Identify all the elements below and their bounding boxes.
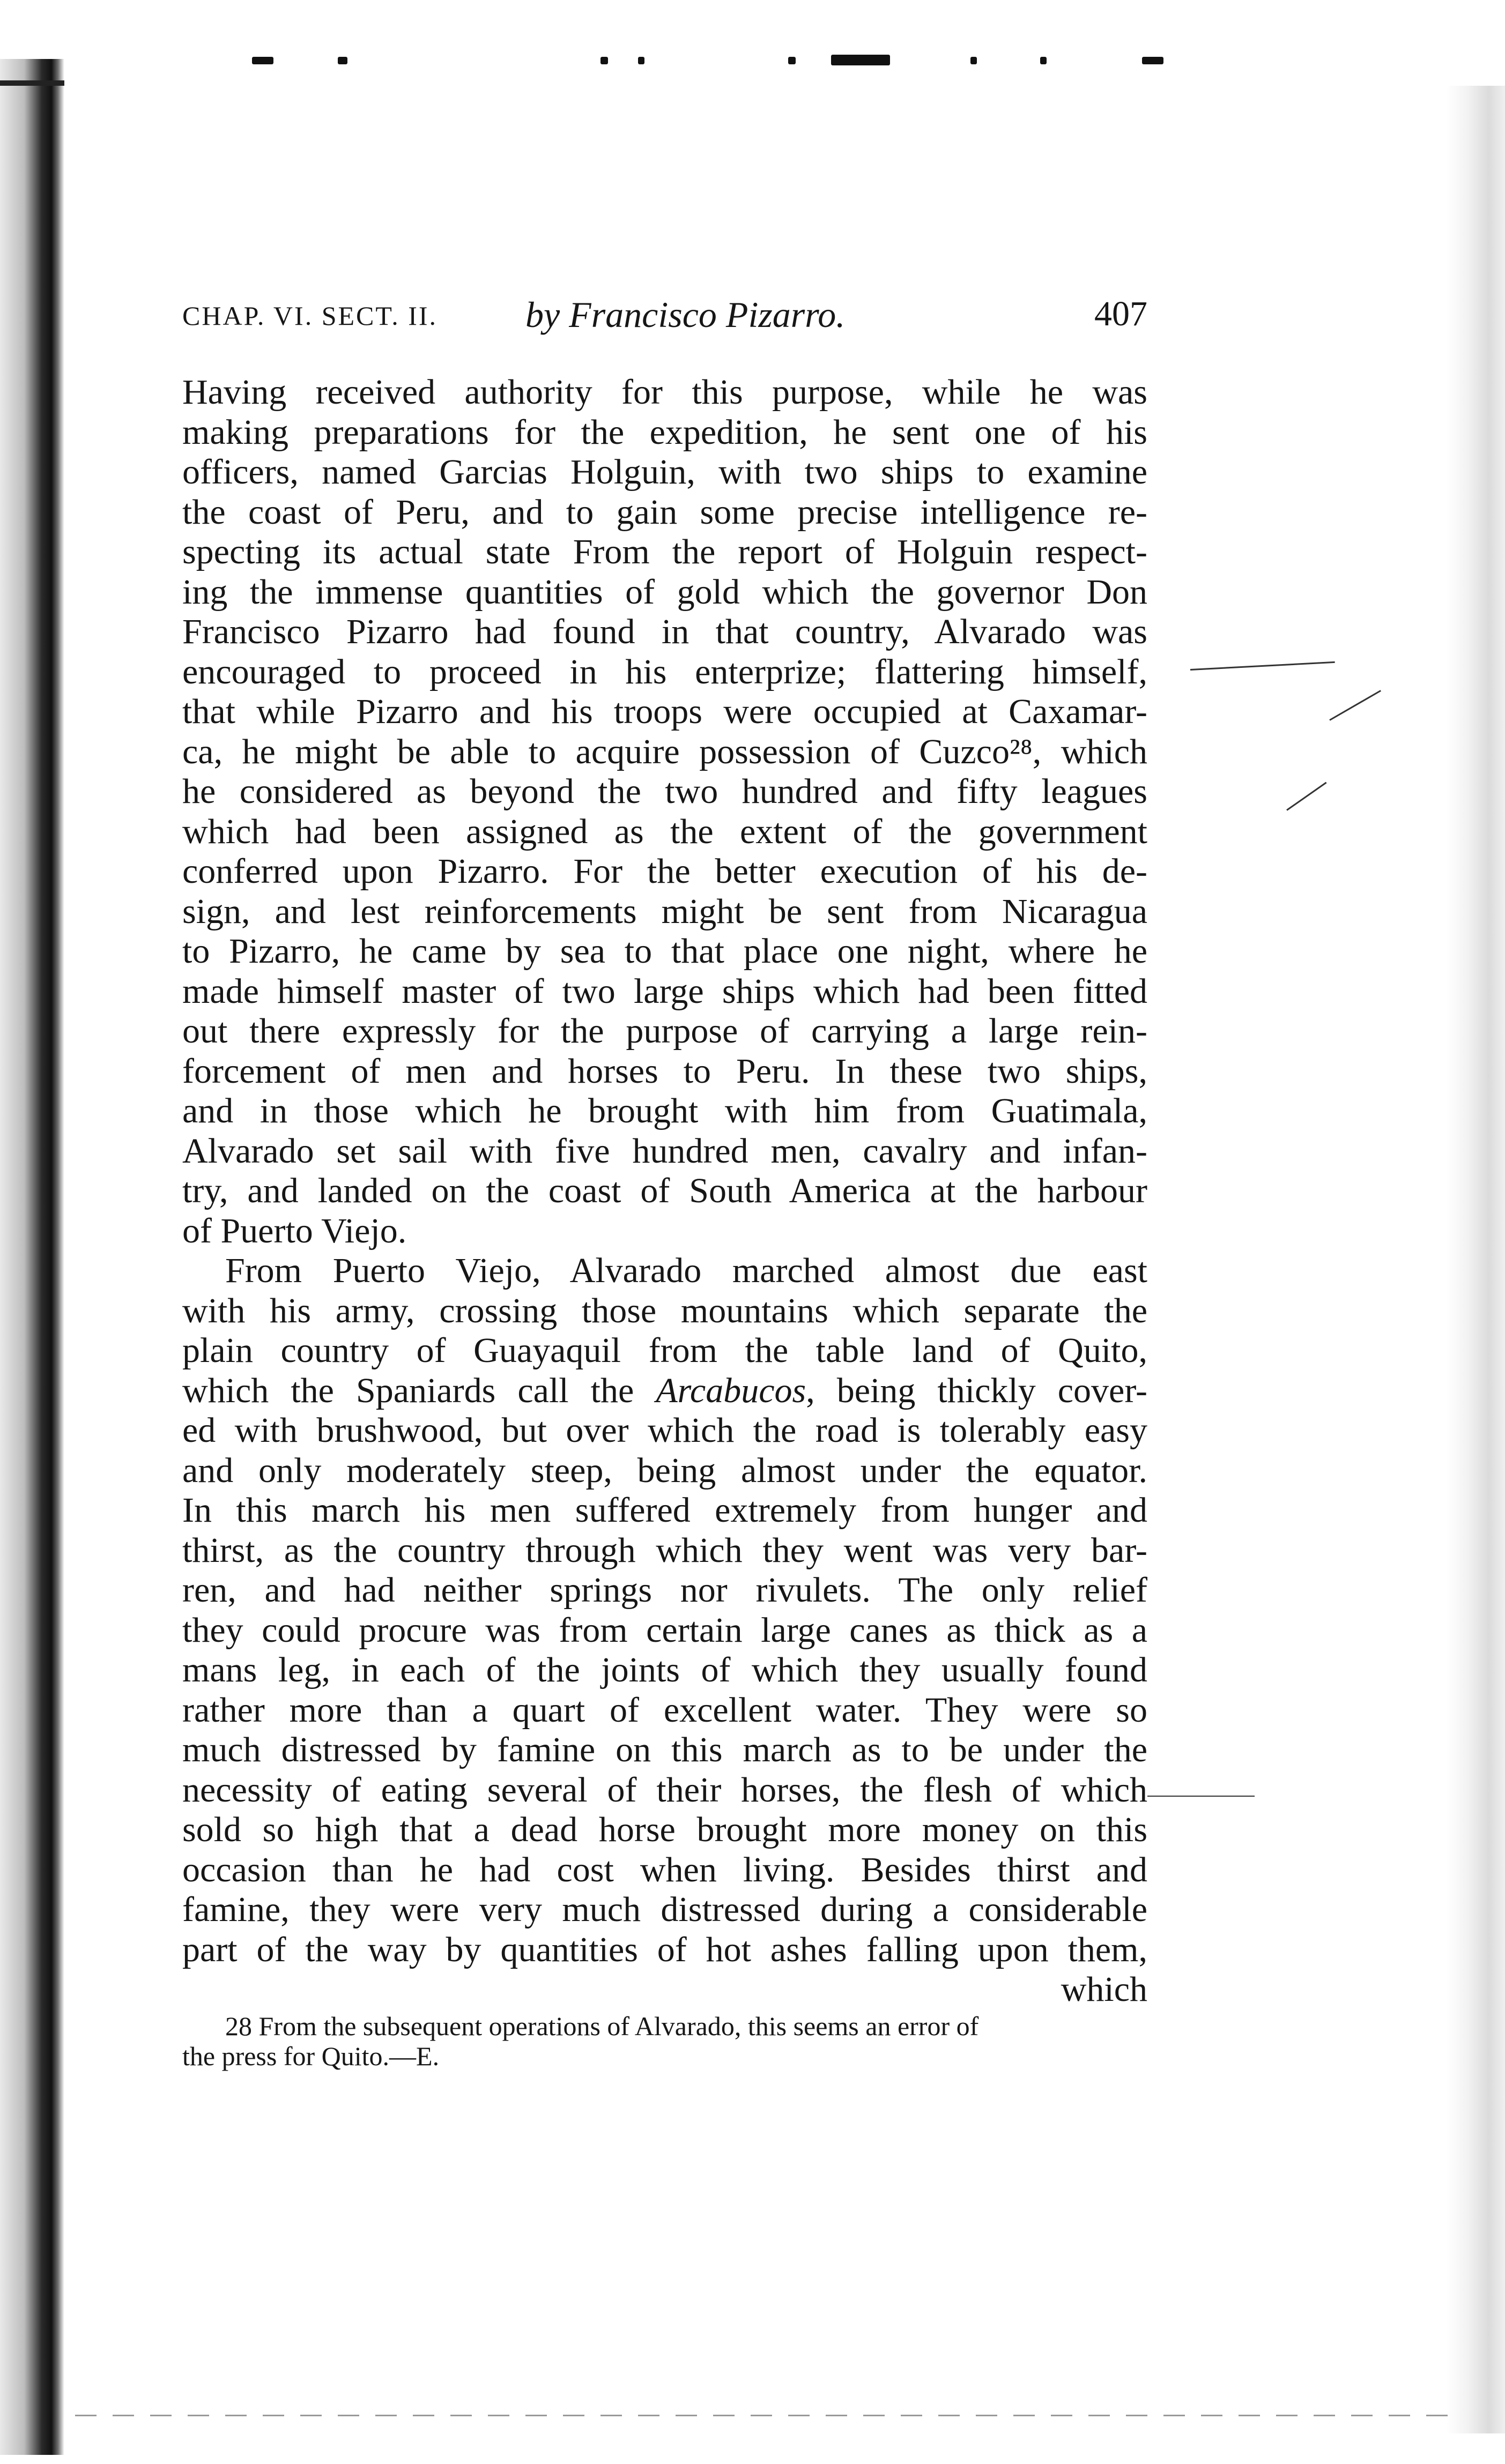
text-line: he considered as beyond the two hundred and fifty leagues xyxy=(182,772,1147,811)
running-head xyxy=(182,294,1147,342)
text-line: necessity of eating several of their horses, the flesh of which xyxy=(182,1770,1147,1810)
margin-pencil-mark xyxy=(1329,690,1381,721)
text-line: ing the immense quantities of gold which the governor Don xyxy=(182,572,1147,612)
margin-pencil-mark xyxy=(1286,782,1326,811)
text-line: and in those which he brought with him from Guatimala, xyxy=(182,1091,1147,1130)
text-line: try, and landed on the coast of South America at the harbour xyxy=(182,1171,1147,1210)
text-line: which had been assigned as the extent of the government xyxy=(182,812,1147,851)
page-binding-shadow xyxy=(0,59,64,2455)
margin-pencil-mark xyxy=(1190,661,1335,671)
text-line: with his army, crossing those mountains which separate the xyxy=(182,1291,1147,1330)
chapter-section-heading: CHAP. VI. SECT. II. xyxy=(182,301,438,331)
body-text xyxy=(182,373,1147,2010)
text-line: thirst, as the country through which they went was very bar- xyxy=(182,1530,1147,1570)
page-right-edge xyxy=(1446,86,1505,2433)
text-line: the coast of Peru, and to gain some precise intelligence re- xyxy=(182,492,1147,532)
text-line: officers, named Garcias Holguin, with two ships to examine xyxy=(182,452,1147,492)
text-line: that while Pizarro and his troops were occupied at Caxamar- xyxy=(182,692,1147,731)
scan-specks xyxy=(252,54,1233,70)
catchword: which xyxy=(1061,1970,1147,2009)
text-line: mans leg, in each of the joints of which they usually found xyxy=(182,1650,1147,1689)
footnote xyxy=(182,2011,1147,2071)
text-line: In this march his men suffered extremely from hunger and xyxy=(182,1491,1147,1530)
text-line: occasion than he had cost when living. Besides thirst and xyxy=(182,1850,1147,1889)
footnote-line: 28 From the subsequent operations of Alvarado, this seems an error of xyxy=(225,2011,979,2041)
text-line: and only moderately steep, being almost under the equator. xyxy=(182,1450,1147,1490)
text-line: Francisco Pizarro had found in that country, Alvarado was xyxy=(182,612,1147,651)
page-number: 407 xyxy=(1094,294,1147,333)
text-line: sign, and lest reinforcements might be sent from Nicaragua xyxy=(182,891,1147,931)
text-line: to Pizarro, he came by sea to that place one night, where he xyxy=(182,932,1147,971)
text-line: plain country of Guayaquil from the table land of Quito, xyxy=(182,1331,1147,1370)
text-line: ed with brushwood, but over which the road is tolerably easy xyxy=(182,1411,1147,1450)
running-title: by Francisco Pizarro. xyxy=(525,294,846,335)
text-line: sold so high that a dead horse brought more money on this xyxy=(182,1810,1147,1849)
text-line: making preparations for the expedition, he sent one of his xyxy=(182,412,1147,452)
text-line: conferred upon Pizarro. For the better execution of his de- xyxy=(182,852,1147,891)
text-line: encouraged to proceed in his enterprize; flattering himself, xyxy=(182,652,1147,691)
text-line: famine, they were very much distressed during a considerable xyxy=(182,1890,1147,1929)
page-top-edge xyxy=(0,80,64,86)
page-bottom-edge xyxy=(75,2415,1448,2416)
text-line: which the Spaniards call the Arcabucos, being thickly cover- xyxy=(182,1371,1147,1410)
text-line: out there expressly for the purpose of carrying a large rein- xyxy=(182,1011,1147,1051)
text-line: Having received authority for this purpose, while he was xyxy=(182,373,1147,412)
text-line: ren, and had neither springs nor rivulets. The only relief xyxy=(182,1570,1147,1610)
text-line: ca, he might be able to acquire possession of Cuzco²⁸, which xyxy=(182,732,1147,771)
text-line: much distressed by famine on this march as to be under the xyxy=(182,1730,1147,1769)
text-line: rather more than a quart of excellent water. They were so xyxy=(182,1690,1147,1730)
text-line: forcement of men and horses to Peru. In these two ships, xyxy=(182,1051,1147,1091)
margin-pencil-mark xyxy=(1147,1796,1255,1797)
text-line: made himself master of two large ships which had been fitted xyxy=(182,971,1147,1011)
paragraph-first-line: From Puerto Viejo, Alvarado marched almost due east xyxy=(225,1251,1147,1290)
text-line: specting its actual state From the report of Holguin respect- xyxy=(182,532,1147,571)
text-line: part of the way by quantities of hot ashes falling upon them, xyxy=(182,1930,1147,1969)
text-line: of Puerto Viejo. xyxy=(182,1211,407,1250)
italic-term: Arcabucos xyxy=(656,1371,806,1410)
footnote-line: the press for Quito.—E. xyxy=(182,2041,440,2071)
text-line: Alvarado set sail with five hundred men, cavalry and infan- xyxy=(182,1131,1147,1171)
text-line: they could procure was from certain large canes as thick as a xyxy=(182,1610,1147,1650)
